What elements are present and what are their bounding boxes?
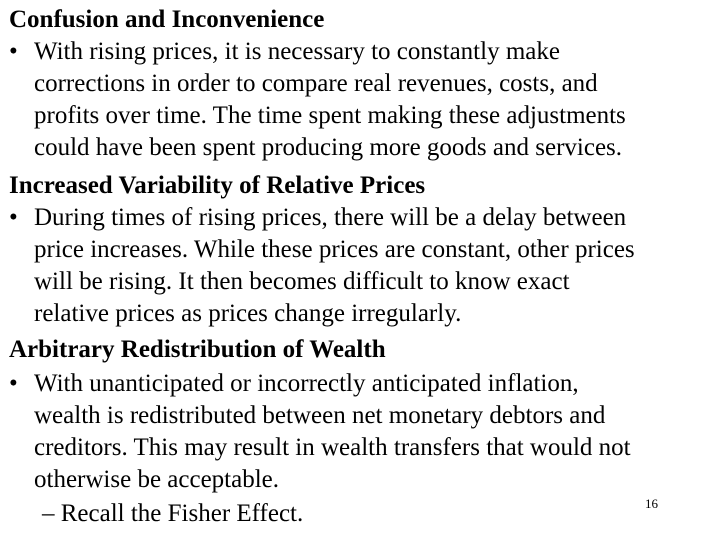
bullet-line: corrections in order to compare real revenues, costs, and [34, 70, 598, 97]
bullet-text [34, 368, 714, 496]
bullet-line: could have been spent producing more goods and services. [34, 134, 623, 161]
bullet-variability [9, 202, 714, 330]
bullet-line: will be rising. It then becomes difficult to know exact [34, 268, 570, 295]
bullet-line: price increases. While these prices are constant, other prices [34, 236, 635, 263]
page-number: 16 [645, 496, 658, 511]
bullet-line: profits over time. The time spent making these adjustments [34, 102, 626, 129]
section-heading-confusion: Confusion and Inconvenience [9, 6, 325, 33]
bullet-marker: • [9, 38, 18, 65]
section-heading-variability: Increased Variability of Relative Prices [9, 172, 426, 199]
bullet-line: With rising prices, it is necessary to constantly make [34, 38, 560, 65]
bullet-confusion [9, 36, 714, 164]
bullet-line: wealth is redistributed between net monetary debtors and [34, 402, 606, 429]
bullet-redistribution [9, 368, 714, 496]
bullet-text [34, 36, 714, 164]
bullet-line: relative prices as prices change irregularly. [34, 300, 462, 327]
sub-bullet-fisher-effect: – Recall the Fisher Effect. [42, 500, 304, 527]
bullet-line: During times of rising prices, there will be a delay between [34, 204, 627, 231]
bullet-marker: • [9, 204, 18, 231]
bullet-line: creditors. This may result in wealth transfers that would not [34, 434, 631, 461]
bullet-marker: • [9, 370, 18, 397]
bullet-line: otherwise be acceptable. [34, 466, 280, 493]
section-heading-redistribution: Arbitrary Redistribution of Wealth [9, 336, 386, 363]
bullet-line: With unanticipated or incorrectly anticipated inflation, [34, 370, 579, 397]
bullet-text [34, 202, 714, 330]
